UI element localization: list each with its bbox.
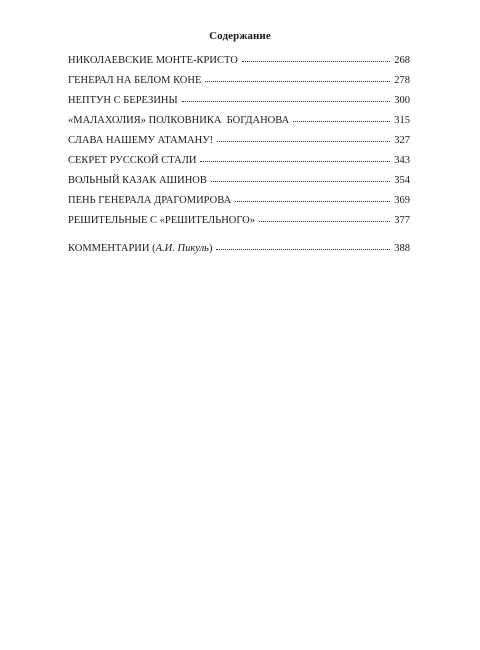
- dot-leader: [235, 201, 390, 202]
- toc-entry-page: 315: [394, 115, 410, 126]
- toc-entry-page: 278: [394, 75, 410, 86]
- toc-entry[interactable]: [68, 71, 410, 91]
- toc-entry-page: 343: [394, 155, 410, 166]
- toc-title: Содержание: [209, 30, 271, 42]
- toc-entry-title: [68, 239, 214, 259]
- dot-leader: [200, 161, 390, 162]
- comments-label-suffix: ): [208, 243, 213, 254]
- dot-leader: [293, 121, 390, 122]
- toc-entry-page: 354: [394, 175, 410, 186]
- toc-entry-title: ПЕНЬ ГЕНЕРАЛА ДРАГОМИРОВА: [68, 195, 232, 206]
- toc-entry-page: 327: [394, 135, 410, 146]
- toc-entry-page: 388: [394, 243, 410, 254]
- toc-entry[interactable]: [68, 111, 410, 131]
- toc-entry-title: РЕШИТЕЛЬНЫЕ С «РЕШИТЕЛЬНОГО»: [68, 215, 256, 226]
- dot-leader: [205, 81, 390, 82]
- dot-leader: [182, 101, 391, 102]
- dot-leader: [211, 181, 390, 182]
- toc-entry[interactable]: [68, 171, 410, 191]
- toc-entry[interactable]: [68, 151, 410, 171]
- toc-entry[interactable]: [68, 131, 410, 151]
- toc-entry-title: НЕПТУН С БЕРЕЗИНЫ: [68, 95, 178, 106]
- toc-entry-page: 369: [394, 195, 410, 206]
- toc-entry-page: 300: [394, 95, 410, 106]
- dot-leader: [242, 61, 390, 62]
- toc-entry-title: НИКОЛАЕВСКИЕ МОНТЕ-КРИСТО: [68, 55, 238, 66]
- comments-label-prefix: КОММЕНТАРИИ (: [68, 243, 156, 254]
- dot-leader: [216, 249, 390, 250]
- toc-entry-title: ГЕНЕРАЛ НА БЕЛОМ КОНЕ: [68, 75, 202, 86]
- toc-entry[interactable]: [68, 51, 410, 71]
- toc-entry-page: 268: [394, 55, 410, 66]
- comments-author: А.И. Пикуль: [155, 243, 209, 254]
- toc-entry-comments[interactable]: [68, 239, 410, 259]
- toc-entry-page: 377: [394, 215, 410, 226]
- table-of-contents: [68, 51, 410, 259]
- toc-entry[interactable]: [68, 211, 410, 231]
- toc-entry[interactable]: [68, 91, 410, 111]
- dot-leader: [217, 141, 390, 142]
- toc-entry-title: «МАЛАХОЛИЯ» ПОЛКОВНИКА БОГДАНОВА: [68, 115, 290, 126]
- dot-leader: [259, 221, 390, 222]
- toc-entry-title: ВОЛЬНЫЙ КАЗАК АШИНОВ: [68, 175, 207, 186]
- toc-entry-title: СЛАВА НАШЕМУ АТАМАНУ!: [68, 135, 214, 146]
- toc-entry[interactable]: [68, 191, 410, 211]
- toc-entry-title: СЕКРЕТ РУССКОЙ СТАЛИ: [68, 155, 197, 166]
